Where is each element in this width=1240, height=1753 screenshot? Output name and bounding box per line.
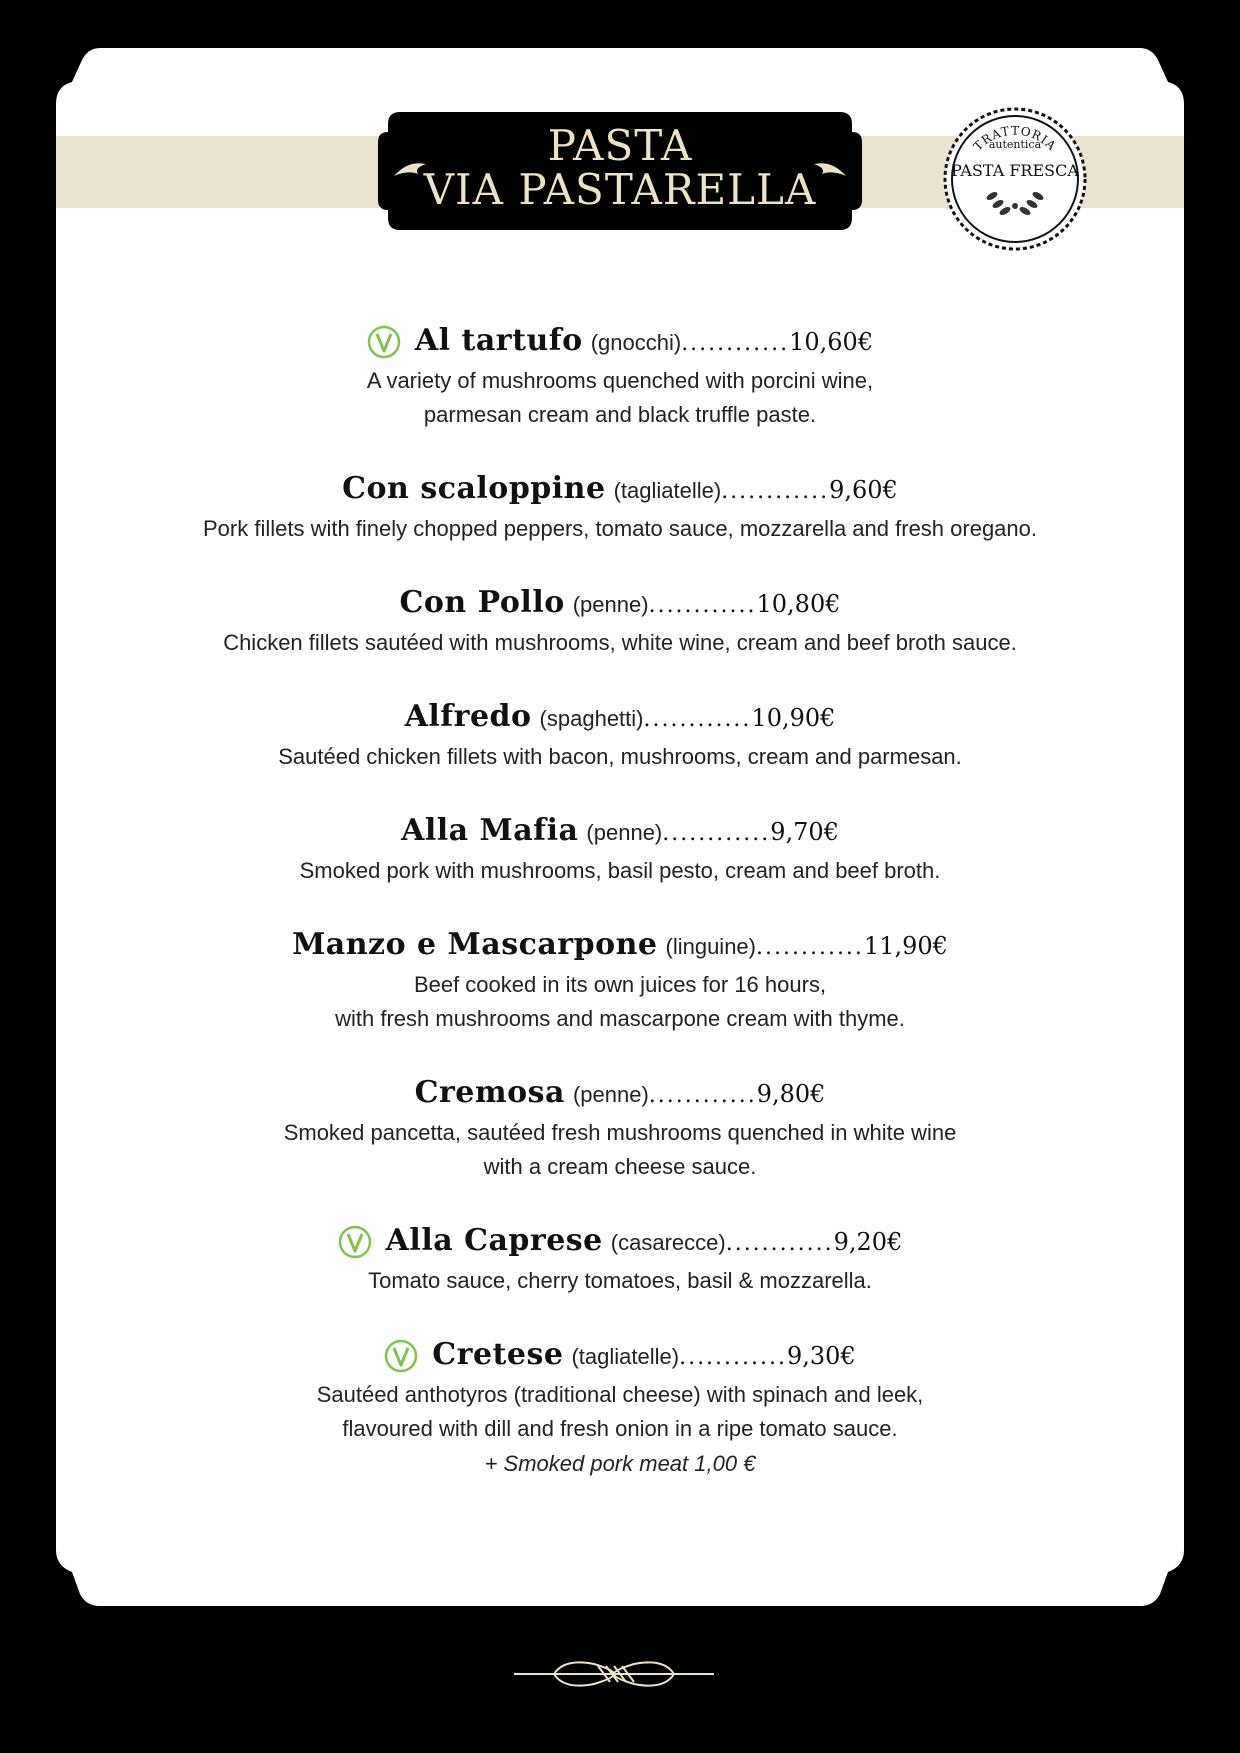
menu-item: [56, 466, 1184, 546]
menu-item-header: [56, 922, 1184, 968]
menu-item-header: [56, 1218, 1184, 1264]
dish-description: flavoured with dill and fresh onion in a ripe tomato sauce.: [342, 1416, 898, 1441]
pasta-type: (gnocchi): [590, 330, 682, 355]
leader-dots: ............: [681, 331, 790, 356]
dish-name: Alla Caprese: [385, 1223, 603, 1258]
dish-description: A variety of mushrooms quenched with porcini wine,: [366, 368, 874, 393]
pasta-type: (spaghetti): [539, 706, 644, 731]
menu-item: [56, 1070, 1184, 1184]
leader-dots: ............: [721, 479, 830, 504]
dish-price: 9,70€: [770, 818, 839, 846]
leader-dots: ............: [648, 593, 757, 618]
pasta-type: (penne): [572, 1082, 649, 1107]
flourish-ornament: [514, 1654, 714, 1694]
vegetarian-icon: [384, 1339, 418, 1373]
dish-name: Con scaloppine: [342, 471, 606, 506]
leader-dots: ............: [756, 935, 864, 960]
leader-dots: ............: [725, 1231, 834, 1256]
title-line-1: PASTA: [547, 121, 693, 170]
menu-item: [56, 318, 1184, 432]
dish-name: Cremosa: [414, 1075, 565, 1110]
dish-price: 10,60€: [789, 328, 874, 356]
dish-description: Smoked pancetta, sautéed fresh mushrooms quenched in white wine: [283, 1120, 957, 1145]
menu-item-header: [56, 808, 1184, 854]
dish-price: 9,30€: [787, 1342, 856, 1370]
stamp-main-text: PASTA FRESCA: [951, 161, 1079, 180]
menu-item: [56, 808, 1184, 888]
menu-item-header: [56, 1070, 1184, 1116]
pasta-type: (casarecce): [610, 1230, 726, 1255]
menu-item: [56, 1218, 1184, 1298]
dish-description: with a cream cheese sauce.: [483, 1154, 757, 1179]
dish-price: 10,80€: [756, 590, 841, 618]
dish-name: Alfredo: [404, 699, 532, 734]
menu-item: [56, 1332, 1184, 1482]
menu-list: [56, 318, 1184, 1516]
stamp-middle-text: autentica: [988, 138, 1042, 151]
dish-name: Manzo e Mascarpone: [292, 927, 658, 962]
leader-dots: ............: [643, 707, 752, 732]
dish-price: 9,60€: [829, 476, 898, 504]
dish-name: Alla Mafia: [401, 813, 579, 848]
pasta-type: (penne): [572, 592, 649, 617]
pasta-type: (penne): [586, 820, 663, 845]
menu-item: [56, 694, 1184, 774]
menu-item-header: [56, 318, 1184, 364]
menu-item: [56, 922, 1184, 1036]
pasta-type: (linguine): [665, 934, 756, 959]
dish-description: Pork fillets with finely chopped peppers, tomato sauce, mozzarella and fresh oregano.: [202, 516, 1037, 541]
title-line-2: VIA PASTARELLA: [423, 165, 817, 214]
dish-description: Beef cooked in its own juices for 16 hours,: [413, 972, 827, 997]
menu-item-header: [56, 466, 1184, 512]
page-title: [378, 121, 862, 214]
leader-dots: ............: [679, 1345, 787, 1370]
vegetarian-icon: [338, 1225, 372, 1259]
dish-description: Chicken fillets sautéed with mushrooms, white wine, cream and beef broth sauce.: [223, 630, 1017, 655]
dish-name: Con Pollo: [399, 585, 565, 620]
dish-description: with fresh mushrooms and mascarpone cream with thyme.: [335, 1006, 905, 1031]
dish-extra-option: + Smoked pork meat 1,00 €: [484, 1451, 756, 1476]
menu-item-header: [56, 580, 1184, 626]
dish-price: 11,90€: [863, 932, 948, 960]
dish-description: Smoked pork with mushrooms, basil pesto, cream and beef broth.: [299, 858, 941, 883]
dish-description: parmesan cream and black truffle paste.: [423, 402, 817, 427]
menu-item-header: [56, 1332, 1184, 1378]
stamp-top-text: TRATTORIA: [970, 123, 1060, 154]
dish-price: 9,80€: [756, 1080, 826, 1108]
vegetarian-icon: [367, 325, 401, 359]
leader-dots: ............: [648, 1083, 757, 1108]
dish-name: Al tartufo: [414, 323, 583, 358]
dish-description: Tomato sauce, cherry tomatoes, basil & mozzarella.: [368, 1268, 872, 1293]
menu-item-header: [56, 694, 1184, 740]
pasta-type: (tagliatelle): [571, 1344, 680, 1369]
dish-name: Cretese: [432, 1337, 564, 1372]
dish-price: 10,90€: [751, 704, 836, 732]
leader-dots: ............: [662, 821, 771, 846]
dish-description: Sautéed anthotyros (traditional cheese) with spinach and leek,: [316, 1382, 924, 1407]
menu-item: [56, 580, 1184, 660]
pasta-type: (tagliatelle): [613, 478, 722, 503]
dish-description: Sautéed chicken fillets with bacon, mushrooms, cream and parmesan.: [278, 744, 962, 769]
pasta-fresca-stamp: [940, 104, 1090, 254]
dish-price: 9,20€: [833, 1228, 903, 1256]
